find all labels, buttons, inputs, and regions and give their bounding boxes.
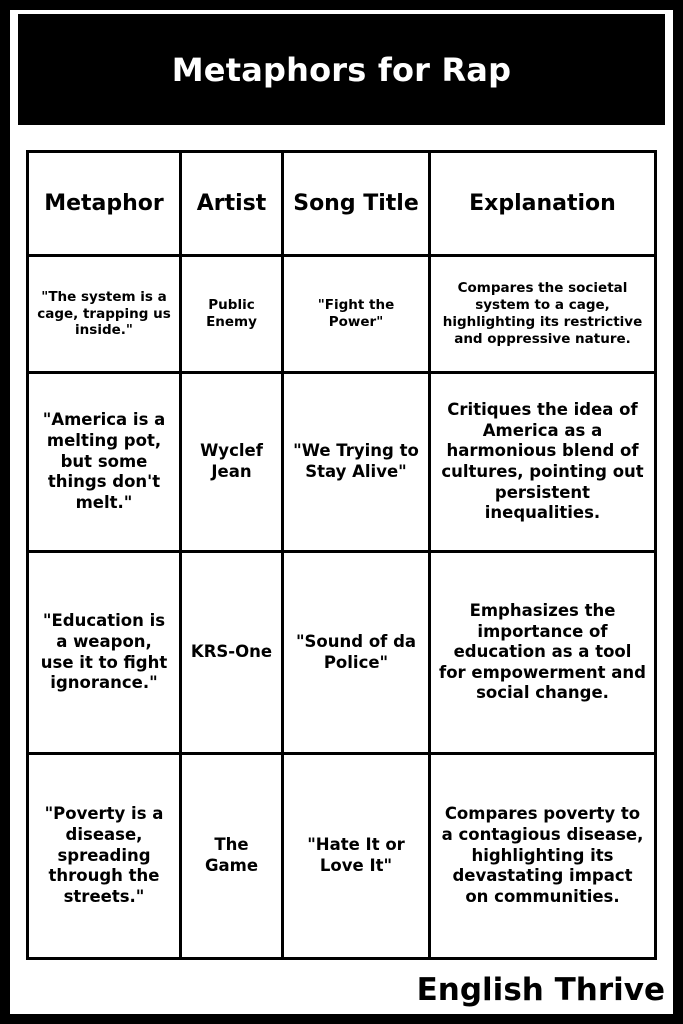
table-cell-explanation: Compares the societal system to a cage, highlighting its restrictive and oppressive nature. bbox=[431, 257, 654, 374]
table-cell-artist: The Game bbox=[182, 755, 284, 957]
header-metaphor: Metaphor bbox=[29, 153, 182, 257]
page bbox=[10, 10, 673, 1014]
table-cell-artist: KRS-One bbox=[182, 553, 284, 755]
table-cell-song-title: "Sound of da Police" bbox=[284, 553, 431, 755]
table-cell-metaphor: "Education is a weapon, use it to fight ignorance." bbox=[29, 553, 182, 755]
metaphor-table bbox=[26, 150, 657, 960]
table-cell-explanation: Emphasizes the importance of education as a tool for empowerment and social change. bbox=[431, 553, 654, 755]
table-cell-metaphor: "America is a melting pot, but some things don't melt." bbox=[29, 374, 182, 553]
header-explanation: Explanation bbox=[431, 153, 654, 257]
table-cell-metaphor: "Poverty is a disease, spreading through the streets." bbox=[29, 755, 182, 957]
title-banner bbox=[18, 14, 665, 125]
header-artist: Artist bbox=[182, 153, 284, 257]
page-title: Metaphors for Rap bbox=[171, 50, 512, 89]
table-cell-song-title: "We Trying to Stay Alive" bbox=[284, 374, 431, 553]
table-cell-song-title: "Fight the Power" bbox=[284, 257, 431, 374]
table-cell-artist: Wyclef Jean bbox=[182, 374, 284, 553]
table-cell-metaphor: "The system is a cage, trapping us inside." bbox=[29, 257, 182, 374]
table-cell-song-title: "Hate It or Love It" bbox=[284, 755, 431, 957]
brand-name: English Thrive bbox=[416, 972, 665, 1008]
header-song-title: Song Title bbox=[284, 153, 431, 257]
table-cell-artist: Public Enemy bbox=[182, 257, 284, 374]
table-cell-explanation: Compares poverty to a contagious disease, highlighting its devastating impact on communities. bbox=[441, 804, 644, 906]
table-cell-explanation: Critiques the idea of America as a harmonious blend of cultures, pointing out persistent inequalities. bbox=[431, 374, 654, 553]
